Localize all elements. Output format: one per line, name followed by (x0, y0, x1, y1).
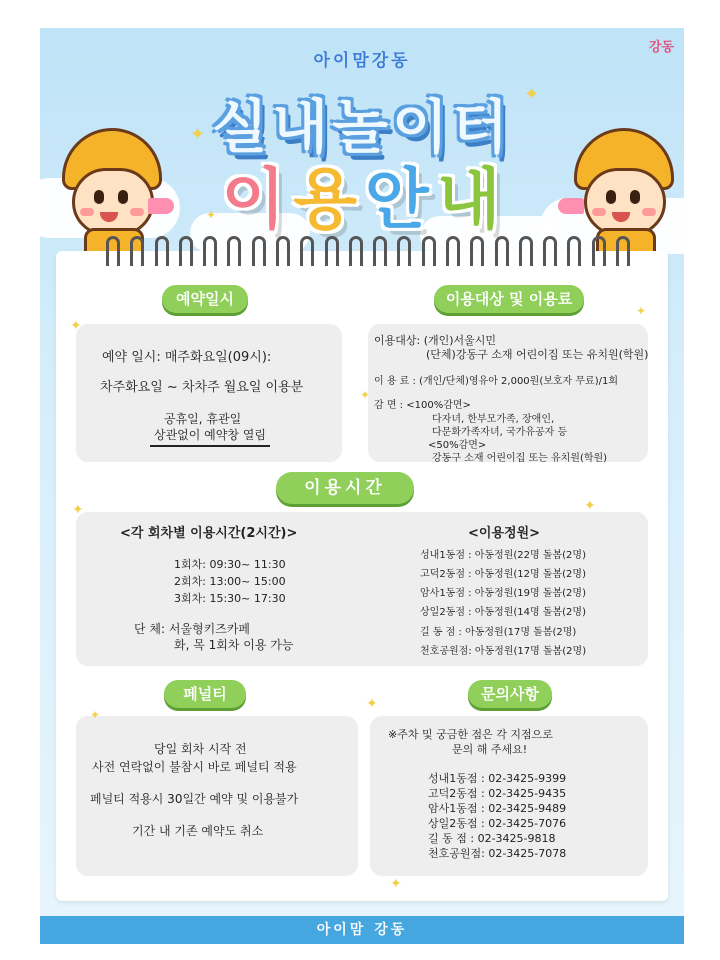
contact-phone: 성내1동점 : 02-3425-9399 (428, 772, 567, 785)
capacity-line: 상일2동점 : 아동정원(14명 돌봄(2명) (420, 607, 586, 618)
sparkle-icon: ✦ (190, 124, 206, 145)
reservation-line: 상관없이 예약창 열림 (150, 426, 270, 447)
session-time: 1회차: 09:30~ 11:30 (174, 558, 286, 571)
eligibility-label: 이용대상 및 이용료 (434, 285, 584, 313)
eligibility-line: 강동구 소재 어린이집 또는 유치원(학원) (432, 453, 608, 464)
main-title: 실내놀이터 (211, 93, 513, 161)
capacity-line: 성내1동점 : 아동정원(22명 돌봄(2명) (420, 550, 586, 561)
title-char: 안 (365, 161, 431, 238)
capacity-line: 고덕2동점 : 아동정원(12명 돌봄(2명) (420, 569, 586, 580)
penalty-line: 기간 내 기존 예약도 취소 (132, 824, 264, 838)
footer-brand: 아이맘 강동 (40, 916, 684, 944)
sparkle-icon: ✦ (90, 708, 101, 722)
poster (40, 28, 684, 944)
capacity-title: <이용정원> (468, 526, 541, 541)
contact-note: 문의 해 주세요! (452, 743, 528, 756)
hours-left-title: <각 회차별 이용시간(2시간)> (120, 526, 298, 541)
contact-note: ※주차 및 궁금한 점은 각 지점으로 (388, 728, 553, 741)
sparkle-icon: ✦ (524, 84, 540, 105)
sparkle-icon: ✦ (72, 502, 84, 518)
title-char: 이 (221, 161, 288, 238)
brand-title: 아이맘강동 (313, 51, 411, 71)
sparkle-icon: ✦ (584, 498, 596, 514)
hours-label: 이용시간 (276, 472, 414, 504)
contact-phone: 고덕2동점 : 02-3425-9435 (428, 787, 567, 800)
capacity-line: 천호공원점: 아동정원(17명 돌봄(2명) (420, 646, 587, 657)
binder-rings (106, 236, 630, 276)
eligibility-line: <50%감면> (428, 440, 487, 451)
reservation-line: 예약 일시: 매주화요일(09시): (102, 350, 272, 365)
eligibility-line: 이용대상: (개인)서울시민 (374, 334, 497, 347)
capacity-line: 암사1동점 : 아동정원(19명 돌봄(2명) (420, 588, 586, 599)
sparkle-icon: ✦ (390, 876, 402, 892)
reservation-line: 차주화요일 ~ 차차주 월요일 이용분 (100, 380, 304, 395)
session-time: 3회차: 15:30~ 17:30 (174, 592, 286, 605)
eligibility-line: (단체)강동구 소재 어린이집 또는 유치원(학원) (426, 348, 649, 361)
group-line: 단 체: 서울형키즈카페 (134, 622, 251, 636)
title-char: 내 (436, 161, 503, 238)
sparkle-icon: ✦ (206, 208, 217, 222)
eligibility-line: 이 용 료 : (개인/단체)영유아 2,000원(보호자 무료)/1회 (374, 376, 618, 387)
penalty-line: 페널티 적용시 30일간 예약 및 이용불가 (90, 792, 299, 806)
character-right (566, 128, 676, 248)
capacity-line: 길 동 점 : 아동정원(17명 돌봄(2명) (420, 627, 577, 638)
reservation-label: 예약일시 (162, 285, 248, 313)
reservation-line: 공휴일, 휴관일 (164, 412, 242, 426)
eligibility-line: 다자녀, 한부모가족, 장애인, (432, 414, 555, 425)
penalty-line: 사전 연락없이 불참시 바로 페널티 적용 (92, 760, 297, 774)
district-logo: 강동 (648, 40, 674, 55)
contact-phone: 암사1동점 : 02-3425-9489 (428, 802, 567, 815)
contact-phone: 천호공원점: 02-3425-7078 (428, 847, 567, 860)
eligibility-line: 다문화가족자녀, 국가유공자 등 (432, 427, 568, 438)
sparkle-icon: ✦ (360, 388, 371, 402)
contact-label: 문의사항 (468, 680, 552, 708)
sparkle-icon: ✦ (636, 304, 647, 318)
character-left (54, 128, 164, 248)
group-line: 화, 목 1회차 이용 가능 (174, 638, 294, 652)
contact-phone: 상일2동점 : 02-3425-7076 (428, 817, 567, 830)
title-char: 용 (293, 161, 359, 238)
sparkle-icon: ✦ (70, 318, 82, 334)
penalty-line: 당일 회차 시작 전 (154, 742, 247, 756)
session-time: 2회차: 13:00~ 15:00 (174, 575, 286, 588)
contact-phone: 길 동 점 : 02-3425-9818 (428, 832, 556, 845)
sparkle-icon: ✦ (366, 696, 378, 712)
eligibility-line: 감 면 : <100%감면> (374, 400, 471, 411)
penalty-label: 페널티 (164, 680, 246, 708)
